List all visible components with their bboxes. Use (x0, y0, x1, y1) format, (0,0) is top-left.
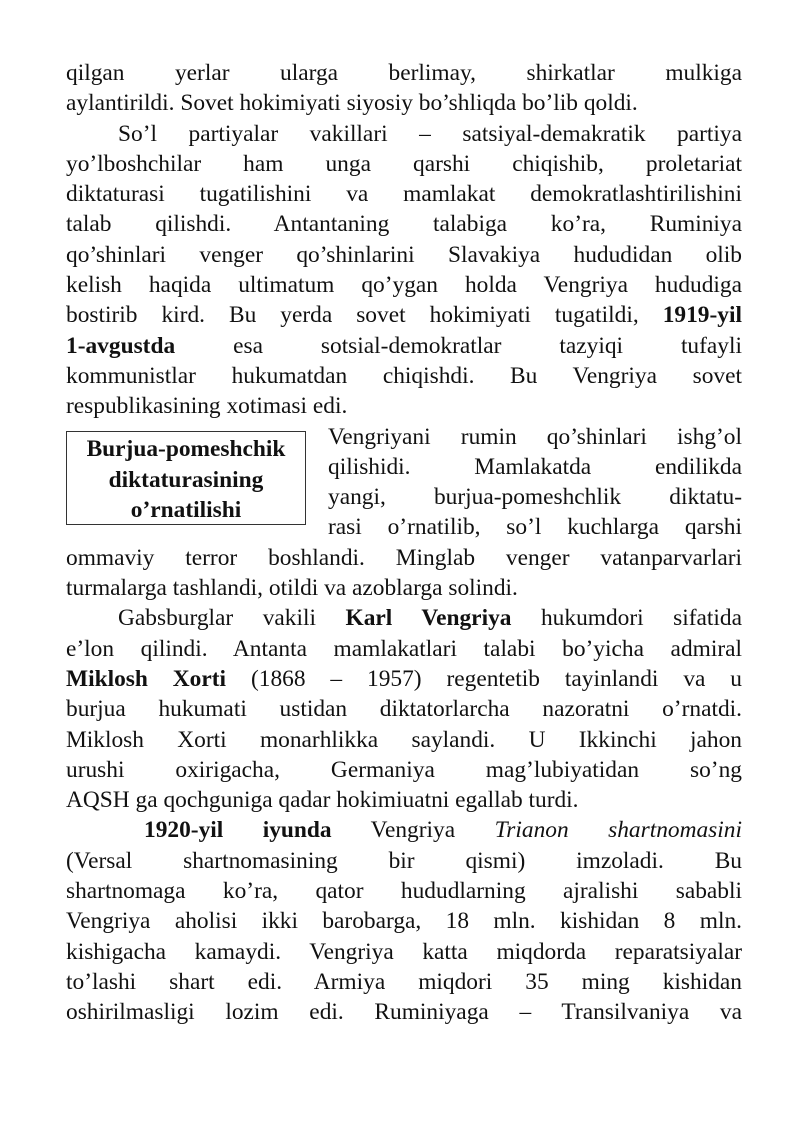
sidebox-line: o’rnatilishi (130, 497, 242, 523)
text-line: aylantirildi. Sovet hokimiyati siyosiy bo’shliqda bo’lib qoldi. (66, 90, 638, 117)
name-highlight: Miklosh Xorti (66, 665, 227, 692)
text-line: turmalarga tashlandi, otildi va azoblarga solindi. (66, 575, 518, 602)
date-highlight: 1920-yil iyunda (144, 817, 332, 844)
sidebox-line: diktaturasining (108, 466, 264, 493)
text-line: to’lashi shart edi. Armiya miqdori 35 ming kishidan (66, 968, 742, 995)
text-line (66, 664, 742, 694)
text-run: (1868 – 1957) regentetib tayinlandi va u (250, 665, 742, 692)
text-line: oshirilmasligi lozim edi. Ruminiyaga – Transilvaniya va (66, 999, 742, 1026)
text-run: esa sotsial-demokratlar tazyiqi tufayli (233, 332, 742, 359)
text-line: qo’shinlari venger qo’shinlarini Slavakiya hududidan olib (66, 241, 742, 268)
text-line: Vengriyani rumin qo’shinlari ishg’ol (328, 423, 742, 450)
text-line: e’lon qilindi. Antanta mamlakatlari talabi bo’yicha admiral (66, 635, 742, 662)
paragraph-4 (66, 603, 742, 815)
text-line: yangi, burjua-pomeshchlik diktatu- (328, 484, 742, 511)
text-line: kommunistlar hukumatdan chiqishdi. Bu Vengriya sovet (66, 362, 742, 389)
text-line: qilishidi. Mamlakatda endilikda (328, 453, 742, 480)
sidebox-heading (66, 431, 306, 525)
text-line: So’l partiyalar vakillari – satsiyal-demakratik partiya (118, 120, 742, 147)
text-line: urushi oxirigacha, Germaniya mag’lubiyatidan so’ng (66, 756, 742, 783)
date-highlight: 1-avgustda (66, 332, 176, 359)
paragraph-1 (66, 58, 742, 119)
text-line: diktaturasi tugatilishini va mamlakat demokratlashtirilishini (66, 181, 742, 208)
text-line: qilgan yerlar ularga berlimay, shirkatlar mulkiga (66, 60, 742, 86)
paragraph-2 (66, 119, 742, 422)
text-line: Vengriya aholisi ikki barobarga, 18 mln. kishidan 8 mln. (66, 908, 742, 935)
name-highlight: Karl Vengriya (345, 605, 512, 632)
text-line: burjua hukumati ustidan diktatorlarcha nazoratni o’rnatdi. (66, 696, 742, 723)
text-line: kishigacha kamaydi. Vengriya katta miqdorda reparatsiyalar (66, 938, 742, 965)
text-run: Vengriya (370, 817, 456, 844)
text-line: AQSH ga qochguniga qadar hokimiuatni egallab turdi. (66, 787, 579, 814)
text-run: hukumdori sifatida (540, 605, 742, 632)
paragraph-5 (66, 815, 742, 1027)
document-page (66, 58, 742, 1028)
text-run: Gabsburglar vakili (118, 605, 316, 632)
text-line: rasi o’rnatilib, so’l kuchlarga qarshi (328, 514, 742, 541)
text-line: ommaviy terror boshlandi. Minglab venger vatanparvarlari (66, 544, 742, 571)
text-line: (Versal shartnomasining bir qismi) imzoladi. Bu (66, 847, 742, 874)
date-highlight: 1919-yil (662, 302, 742, 329)
text-line (66, 300, 742, 330)
sidebox-line: Burjua-pomeshchik (86, 436, 286, 462)
text-line (66, 603, 742, 633)
text-line: kelish haqida ultimatum qo’ygan holda Vengriya hududiga (66, 272, 742, 299)
treaty-name: Trianon shartnomasini (494, 817, 742, 844)
text-line: Miklosh Xorti monarhlikka saylandi. U Ikkinchi jahon (66, 726, 742, 753)
text-line: yo’lboshchilar ham unga qarshi chiqishib, proletariat (66, 150, 742, 177)
text-line: respublikasining xotimasi edi. (66, 393, 348, 420)
text-run: bostirib kird. Bu yerda sovet hokimiyati tugatildi, (66, 302, 639, 329)
text-line (66, 815, 742, 845)
text-line (66, 331, 742, 361)
text-line: shartnomaga ko’ra, qator hududlarning ajralishi sababli (66, 878, 742, 905)
text-line: talab qilishdi. Antantaning talabiga ko’ra, Ruminiya (66, 211, 742, 238)
